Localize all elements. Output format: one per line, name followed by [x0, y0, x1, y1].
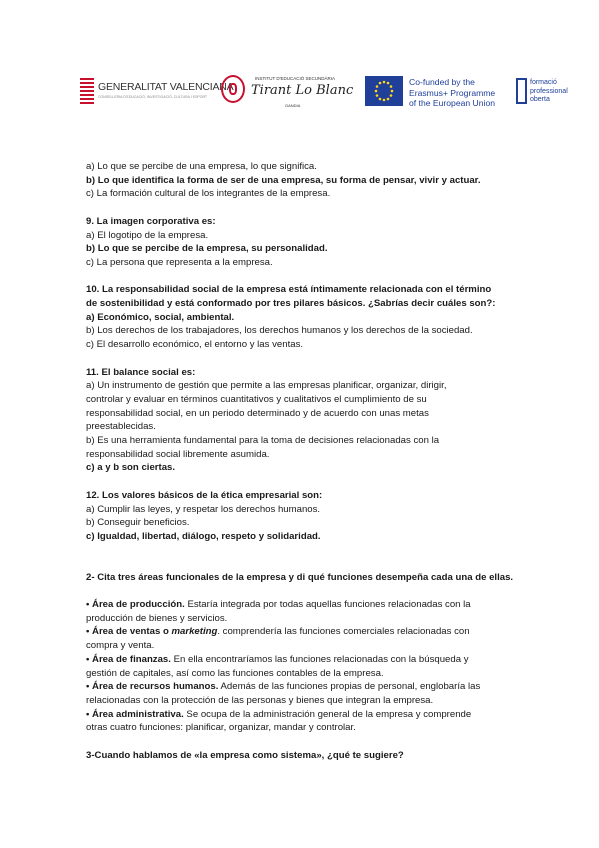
school-city: GANDIA — [285, 103, 301, 108]
q11-option-b-line2: responsabilidad social libremente asumida. — [86, 448, 270, 460]
gv-name: GENERALITAT VALENCIANA — [98, 81, 234, 93]
area-produccion: • Área de producción. Estaría integrada por todas aquellas funciones relacionadas con la — [86, 599, 471, 611]
area-administrativa-cont: otras cuatro funciones: planificar, organizar, mandar y controlar. — [86, 722, 356, 734]
erasmus-logo — [365, 76, 500, 108]
school-type: INSTITUT D'EDUCACIÓ SECUNDÀRIA — [255, 76, 336, 81]
q9-option-b: b) Lo que se percibe de la empresa, su personalidad. — [86, 243, 328, 255]
q11-option-a-line3: responsabilidad social, en un periodo determinado y de acuerdo con unas metas — [86, 407, 429, 419]
generalitat-emblem-icon — [80, 78, 94, 104]
generalitat-valenciana-logo — [80, 78, 234, 106]
q12-option-b: b) Conseguir beneficios. — [86, 517, 190, 529]
q11-title: 11. El balance social es: — [86, 366, 196, 378]
q12-title: 12. Los valores básicos de la ética empresarial son: — [86, 489, 323, 501]
q9-option-c: c) La persona que representa a la empresa. — [86, 256, 273, 268]
eu-flag-icon — [365, 76, 403, 106]
page-header — [0, 70, 599, 110]
gv-subtitle: CONSELLERIA D'EDUCACIÓ, INVESTIGACIÓ, CULTURA I ESPORT — [98, 95, 208, 99]
section2-title: 2- Cita tres áreas funcionales de la empresa y di qué funciones desempeña cada una de ellas. — [86, 571, 514, 583]
q11-option-c: c) a y b son ciertas. — [86, 462, 176, 474]
area-ventas-cont: compra y venta. — [86, 640, 155, 652]
q9-title: 9. La imagen corporativa es: — [86, 215, 216, 227]
area-ventas: • Área de ventas o marketing. comprendería las funciones comerciales relacionadas con — [86, 626, 470, 638]
q11-option-b-line1: b) Es una herramienta fundamental para la toma de decisiones relacionadas con la — [86, 435, 440, 447]
q10-title-line2: de sostenibilidad y está conformado por tres pilares básicos. ¿Sabrías decir cuáles son?: — [86, 298, 496, 309]
q10-option-a: a) Económico, social, ambiental. — [86, 311, 235, 323]
q8-option-b: b) Lo que identifica la forma de ser de una empresa, su forma de pensar, vivir y actuar. — [86, 174, 481, 186]
q10-title-line1: 10. La responsabilidad social de la empresa está íntimamente relacionada con el término — [86, 284, 492, 296]
fp-oberta-logo — [516, 76, 586, 108]
q11-option-a-line4: preestablecidas. — [86, 421, 156, 433]
school-seal-icon — [221, 75, 245, 103]
q11-option-a-line2: controlar y evaluar en términos cuantitativos y cualitativos el cumplimiento de su — [86, 393, 427, 405]
area-finanzas-cont: gestión de capitales, así como las funciones contables de la empresa. — [86, 667, 384, 679]
q9-option-a: a) El logotipo de la empresa. — [86, 229, 209, 241]
school-logo — [221, 75, 354, 109]
q8-option-c: c) La formación cultural de los integrantes de la empresa. — [86, 188, 331, 200]
q11-option-a-line1: a) Un instrumento de gestión que permite a las empresas planificar, organizar, dirigir, — [86, 380, 447, 392]
q12-option-a: a) Cumplir las leyes, y respetar los derechos humanos. — [86, 503, 321, 515]
eu-text: Co-funded by the Erasmus+ Programme of the European Union — [409, 77, 496, 108]
area-recursos-humanos: • Área de recursos humanos. Además de las funciones propias de personal, englobaría las — [86, 681, 481, 693]
area-administrativa: • Área administrativa. Se ocupa de la administración general de la empresa y comprende — [86, 708, 472, 720]
school-name: Tirant Lo Blanc — [251, 83, 354, 98]
fp-oberta-mark-icon — [516, 78, 527, 104]
area-produccion-cont: producción de bienes y servicios. — [86, 612, 228, 624]
area-recursos-humanos-cont: relacionadas con la protección de las personas y bienes que integran la empresa. — [86, 694, 434, 706]
q8-option-a: a) Lo que se percibe de una empresa, lo que significa. — [86, 161, 317, 172]
q12-option-c: c) Igualdad, libertad, diálogo, respeto y solidaridad. — [86, 530, 321, 542]
q10-option-b: b) Los derechos de los trabajadores, los derechos humanos y los derechos de la sociedad. — [86, 325, 473, 337]
fp-oberta-text: formació professional oberta — [530, 79, 568, 103]
section3-title: 3-Cuando hablamos de «la empresa como sistema», ¿qué te sugiere? — [86, 749, 404, 761]
q10-option-c: c) El desarrollo económico, el entorno y las ventas. — [86, 339, 304, 351]
area-finanzas: • Área de finanzas. En ella encontraríamos las funciones relacionadas con la búsqueda y — [86, 653, 469, 665]
document-body — [86, 160, 526, 762]
